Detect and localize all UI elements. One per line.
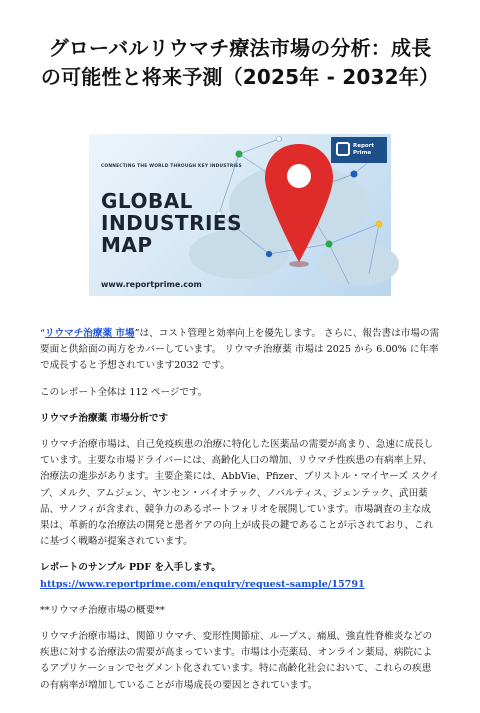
overview-heading: **リウマチ治療市場の概要**	[40, 604, 165, 616]
blue-pin-icon	[351, 171, 358, 178]
green-pin-icon	[236, 151, 243, 158]
quote-mark: “	[40, 328, 45, 339]
market-link[interactable]: リウマチ治療薬 市場	[44, 328, 135, 339]
hero-tagline: CONNECTING THE WORLD THROUGH KEY INDUSTRIES	[101, 164, 242, 169]
blue-pin-icon	[266, 251, 272, 257]
logo-text-line2: Prime	[353, 150, 372, 156]
analysis-paragraph: リウマチ治療市場は、自己免疫疾患の治療に特化した医薬品の需要が高まり、急速に成長しています。主要な市場ドライバーには、高齢化人口の増加、リウマチ性疾患の有病率上昇、治療法の進歩があります。主要企業には、AbbVie、Pfizer、ブリストル・マイヤーズ スクイブ、メルク、アムジェン、ヤンセン・バイオテック、ノバルティス、ジェンテック、武田薬品、サノフィが含まれ、競争力のあるポートフォリオを展開しています。市場調査の主な成果は、革新的な治療法の開発と患者ケアの向上が成長の鍵であることが示されており、これに基づく戦略が提案されています。	[40, 439, 440, 548]
logo-text-line1: Report	[353, 143, 375, 149]
document-page	[0, 34, 480, 713]
analysis-heading: リウマチ治療薬 市場分析です	[40, 412, 169, 424]
sample-request-link[interactable]: https://www.reportprime.com/enquiry/request-sample/15791	[40, 578, 365, 590]
article-body	[40, 326, 440, 694]
intro-text: ”は、コスト管理と効率向上を優先します。 さらに、報告書は市場の需要面と供給面の両方をカバーしています。 リウマチ治療薬 市場は 2025 から 6.00% に年率で成長すると予想されています2032 です。	[40, 328, 440, 372]
hero-headline-line2: INDUSTRIES	[101, 211, 242, 235]
overview-paragraph: リウマチ治療市場は、関節リウマチ、変形性関節症、ループス、痛風、強直性脊椎炎などの疾患に対する治療法の需要が高まっています。市場は小売薬局、オンライン薬局、病院によるアプリケーションでセグメント化されています。特に高齢化社会において、これらの疾患の有病率が増加していることが市場成長の要因とされています。	[40, 631, 433, 691]
page-title: グローバルリウマチ療法市場の分析：成長の可能性と将来予測（2025年 - 2032年）	[40, 36, 440, 89]
green-pin-icon	[326, 241, 333, 248]
hero-headline	[101, 190, 242, 256]
logo-mark-icon	[336, 142, 350, 156]
sample-request	[40, 560, 440, 592]
hero-headline-line1: GLOBAL	[101, 189, 193, 213]
sample-label: レポートのサンプル PDF を入手します。	[40, 562, 221, 574]
hero-banner-image	[89, 134, 391, 296]
hero-headline-line3: MAP	[101, 233, 153, 257]
hero-url: www.reportprime.com	[101, 280, 202, 289]
intro-paragraph	[40, 326, 440, 375]
reportprime-logo	[331, 137, 387, 163]
yellow-pin-icon	[376, 221, 383, 228]
pages-note: このレポート全体は 112 ページです。	[40, 386, 208, 398]
